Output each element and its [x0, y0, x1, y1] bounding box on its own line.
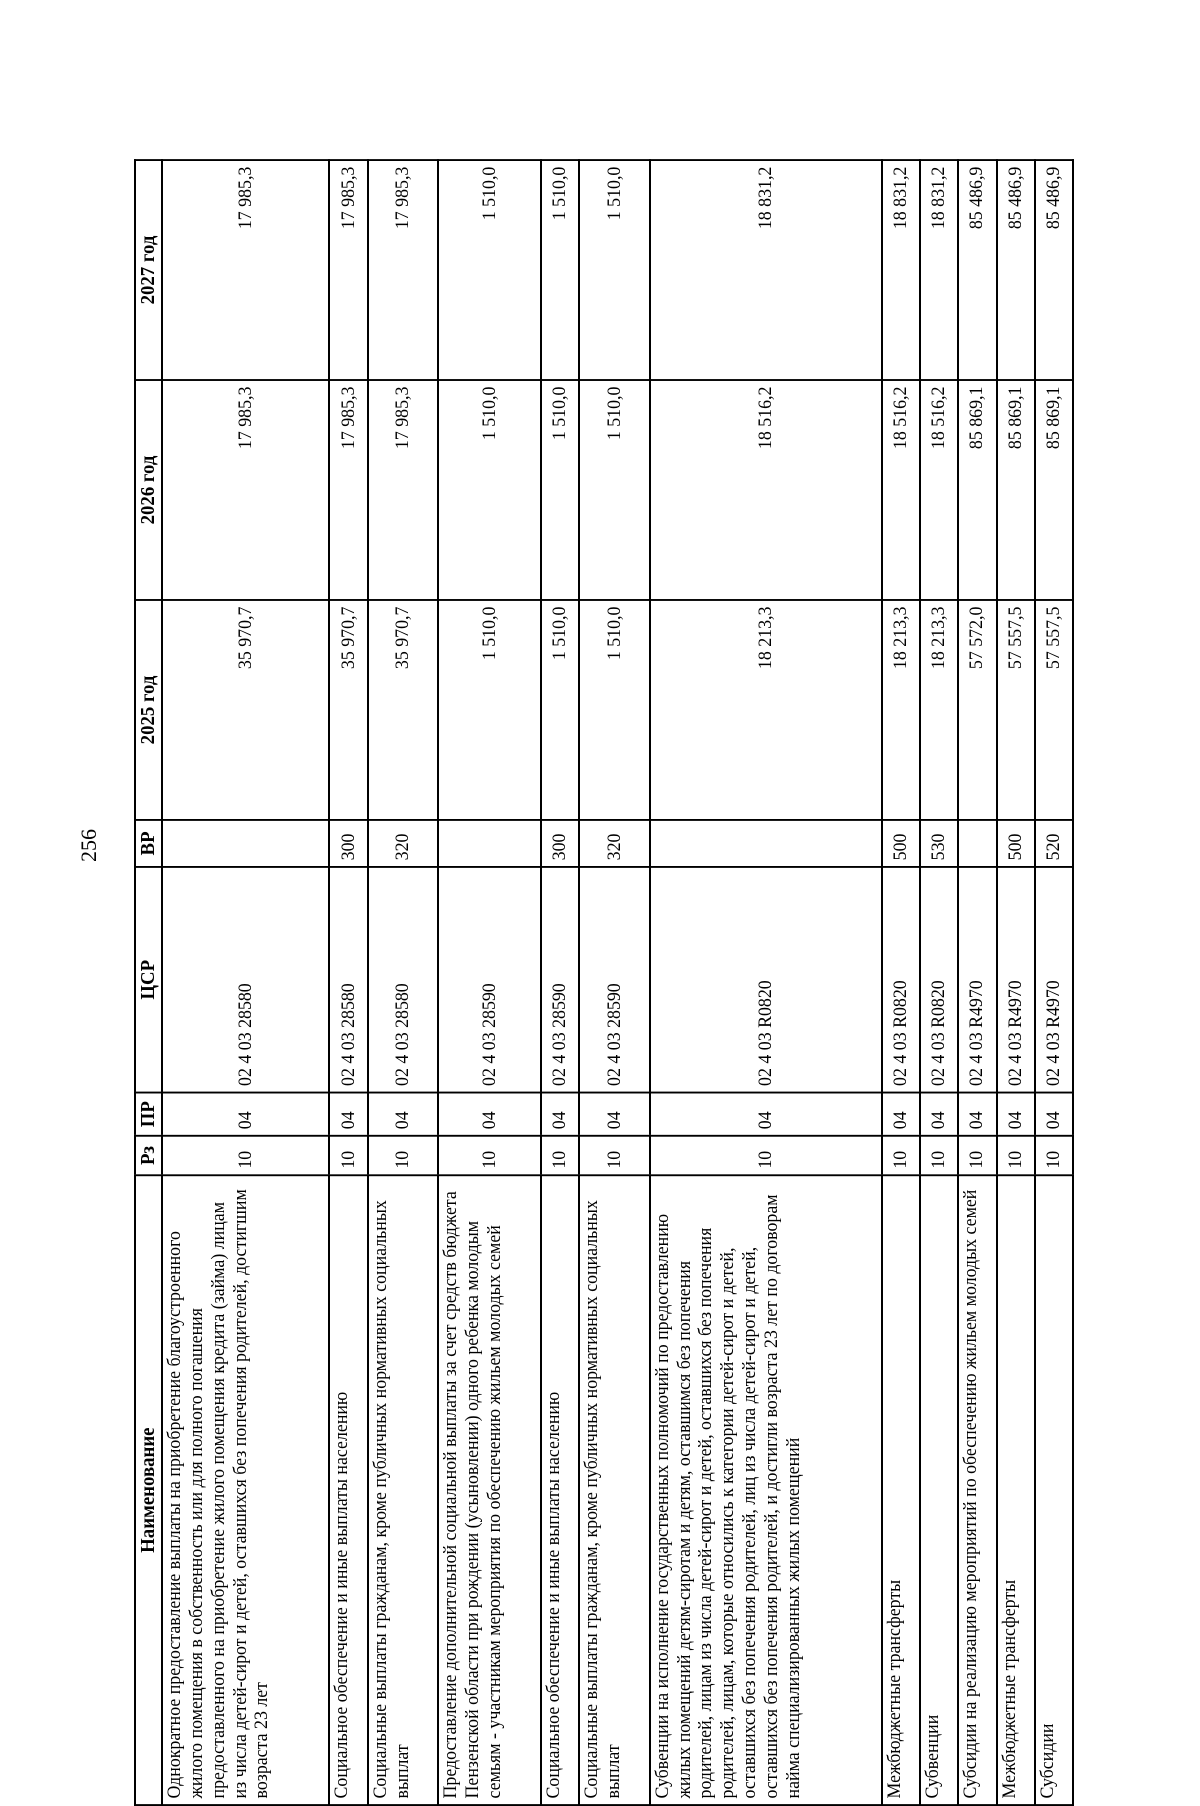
table-header-row — [135, 160, 162, 1805]
cell-vr: 300 — [329, 820, 367, 867]
cell-2027: 18 831,2 — [920, 160, 958, 380]
table-row — [329, 160, 367, 1805]
cell-2027: 17 985,3 — [329, 160, 367, 380]
cell-2027: 1 510,0 — [541, 160, 579, 380]
cell-csr: 02 4 03 28580 — [329, 867, 367, 1093]
cell-rz: 10 — [579, 1136, 650, 1175]
cell-name: Субсидии на реализацию мероприятий по обеспечению жильем молодых семей — [958, 1175, 996, 1805]
table-row — [958, 160, 996, 1805]
cell-csr: 02 4 03 R0820 — [650, 867, 882, 1093]
cell-name: Субвенции — [920, 1175, 958, 1805]
header-csr: ЦСР — [135, 867, 162, 1093]
cell-2027: 17 985,3 — [368, 160, 439, 380]
cell-name: Межбюджетные трансферты — [997, 1175, 1035, 1805]
cell-pr: 04 — [368, 1093, 439, 1136]
cell-2026: 17 985,3 — [162, 380, 329, 600]
cell-pr: 04 — [650, 1093, 882, 1136]
cell-vr: 300 — [541, 820, 579, 867]
cell-vr: 320 — [368, 820, 439, 867]
table-row — [882, 160, 920, 1805]
cell-vr — [438, 820, 541, 867]
cell-vr — [162, 820, 329, 867]
cell-2027: 85 486,9 — [958, 160, 996, 380]
table-row — [162, 160, 329, 1805]
cell-2025: 1 510,0 — [541, 600, 579, 820]
cell-2025: 57 572,0 — [958, 600, 996, 820]
cell-csr: 02 4 03 28590 — [579, 867, 650, 1093]
cell-pr: 04 — [329, 1093, 367, 1136]
cell-rz: 10 — [882, 1136, 920, 1175]
cell-2027: 18 831,2 — [650, 160, 882, 380]
rotated-table-container — [134, 161, 1074, 1806]
cell-rz: 10 — [650, 1136, 882, 1175]
cell-2025: 35 970,7 — [329, 600, 367, 820]
cell-csr: 02 4 03 R0820 — [882, 867, 920, 1093]
cell-2025: 1 510,0 — [438, 600, 541, 820]
cell-vr: 530 — [920, 820, 958, 867]
cell-2027: 1 510,0 — [579, 160, 650, 380]
cell-csr: 02 4 03 R4970 — [997, 867, 1035, 1093]
cell-pr: 04 — [882, 1093, 920, 1136]
cell-name: Социальные выплаты гражданам, кроме публичных нормативных социальных выплат — [579, 1175, 650, 1805]
cell-pr: 04 — [1035, 1093, 1073, 1136]
cell-vr — [650, 820, 882, 867]
header-pr: ПР — [135, 1093, 162, 1136]
cell-rz: 10 — [541, 1136, 579, 1175]
cell-csr: 02 4 03 28580 — [368, 867, 439, 1093]
cell-2026: 18 516,2 — [920, 380, 958, 600]
cell-pr: 04 — [438, 1093, 541, 1136]
cell-name: Социальное обеспечение и иные выплаты населению — [329, 1175, 367, 1805]
budget-table — [134, 159, 1074, 1806]
cell-rz: 10 — [958, 1136, 996, 1175]
cell-name: Предоставление дополнительной социальной выплаты за счет средств бюджета Пензенской области при рождении (усыновлении) одного ребенка молодым семьям - участникам мероприятия по обеспечению жильем молодых семей — [438, 1175, 541, 1805]
cell-name: Социальное обеспечение и иные выплаты населению — [541, 1175, 579, 1805]
table-row — [541, 160, 579, 1805]
cell-name: Субсидии — [1035, 1175, 1073, 1805]
cell-csr: 02 4 03 28590 — [541, 867, 579, 1093]
cell-2026: 18 516,2 — [650, 380, 882, 600]
cell-2026: 85 869,1 — [1035, 380, 1073, 600]
cell-2026: 85 869,1 — [997, 380, 1035, 600]
cell-rz: 10 — [162, 1136, 329, 1175]
cell-2025: 1 510,0 — [579, 600, 650, 820]
header-2025: 2025 год — [135, 600, 162, 820]
cell-vr: 500 — [997, 820, 1035, 867]
cell-csr: 02 4 03 28580 — [162, 867, 329, 1093]
header-rz: Рз — [135, 1136, 162, 1175]
cell-name: Субвенции на исполнение государственных полномочий по предоставлению жилых помещений детям-сиротам и детям, оставшимся без попечения родителей, лицам из числа детей-сирот и детей, оставшихся без попечения родителей, лицам, которые относились к категории детей-сирот и детей, оставшихся без попечения родителей, лиц из числа детей-сирот и детей, оставшихся без попечения родителей, и достигли возраста 23 лет по договорам найма специализированных жилых помещений — [650, 1175, 882, 1805]
cell-vr: 500 — [882, 820, 920, 867]
cell-pr: 04 — [162, 1093, 329, 1136]
cell-pr: 04 — [958, 1093, 996, 1136]
cell-csr: 02 4 03 R0820 — [920, 867, 958, 1093]
cell-vr: 320 — [579, 820, 650, 867]
cell-rz: 10 — [920, 1136, 958, 1175]
table-row — [438, 160, 541, 1805]
cell-2026: 1 510,0 — [438, 380, 541, 600]
cell-2027: 85 486,9 — [1035, 160, 1073, 380]
header-vr: ВР — [135, 820, 162, 867]
cell-2025: 35 970,7 — [368, 600, 439, 820]
cell-csr: 02 4 03 R4970 — [1035, 867, 1073, 1093]
cell-rz: 10 — [1035, 1136, 1073, 1175]
table-row — [920, 160, 958, 1805]
cell-2025: 18 213,3 — [882, 600, 920, 820]
cell-pr: 04 — [997, 1093, 1035, 1136]
cell-2025: 35 970,7 — [162, 600, 329, 820]
cell-name: Межбюджетные трансферты — [882, 1175, 920, 1805]
table-row — [579, 160, 650, 1805]
cell-pr: 04 — [541, 1093, 579, 1136]
cell-vr: 520 — [1035, 820, 1073, 867]
cell-name: Социальные выплаты гражданам, кроме публичных нормативных социальных выплат — [368, 1175, 439, 1805]
cell-2026: 17 985,3 — [329, 380, 367, 600]
cell-rz: 10 — [368, 1136, 439, 1175]
table-row — [650, 160, 882, 1805]
cell-2026: 17 985,3 — [368, 380, 439, 600]
cell-rz: 10 — [329, 1136, 367, 1175]
cell-name: Однократное предоставление выплаты на приобретение благоустроенного жилого помещения в собственность или для полного погашения предоставленного на приобретение жилого помещения кредита (займа) лицам из числа детей-сирот и детей, оставшихся без попечения родителей, достигшим возраста 23 лет — [162, 1175, 329, 1805]
cell-2026: 1 510,0 — [541, 380, 579, 600]
cell-2026: 1 510,0 — [579, 380, 650, 600]
cell-2025: 57 557,5 — [1035, 600, 1073, 820]
table-row — [997, 160, 1035, 1805]
table-row — [1035, 160, 1073, 1805]
page-number: 256 — [76, 829, 101, 862]
cell-csr: 02 4 03 28590 — [438, 867, 541, 1093]
cell-2026: 85 869,1 — [958, 380, 996, 600]
cell-rz: 10 — [997, 1136, 1035, 1175]
cell-2027: 85 486,9 — [997, 160, 1035, 380]
header-2027: 2027 год — [135, 160, 162, 380]
cell-2025: 18 213,3 — [920, 600, 958, 820]
cell-2027: 17 985,3 — [162, 160, 329, 380]
table-row — [368, 160, 439, 1805]
cell-2026: 18 516,2 — [882, 380, 920, 600]
cell-2027: 1 510,0 — [438, 160, 541, 380]
cell-pr: 04 — [579, 1093, 650, 1136]
header-name: Наименование — [135, 1175, 162, 1805]
cell-pr: 04 — [920, 1093, 958, 1136]
cell-csr: 02 4 03 R4970 — [958, 867, 996, 1093]
cell-2025: 57 557,5 — [997, 600, 1035, 820]
cell-2025: 18 213,3 — [650, 600, 882, 820]
cell-2027: 18 831,2 — [882, 160, 920, 380]
cell-vr — [958, 820, 996, 867]
header-2026: 2026 год — [135, 380, 162, 600]
cell-rz: 10 — [438, 1136, 541, 1175]
